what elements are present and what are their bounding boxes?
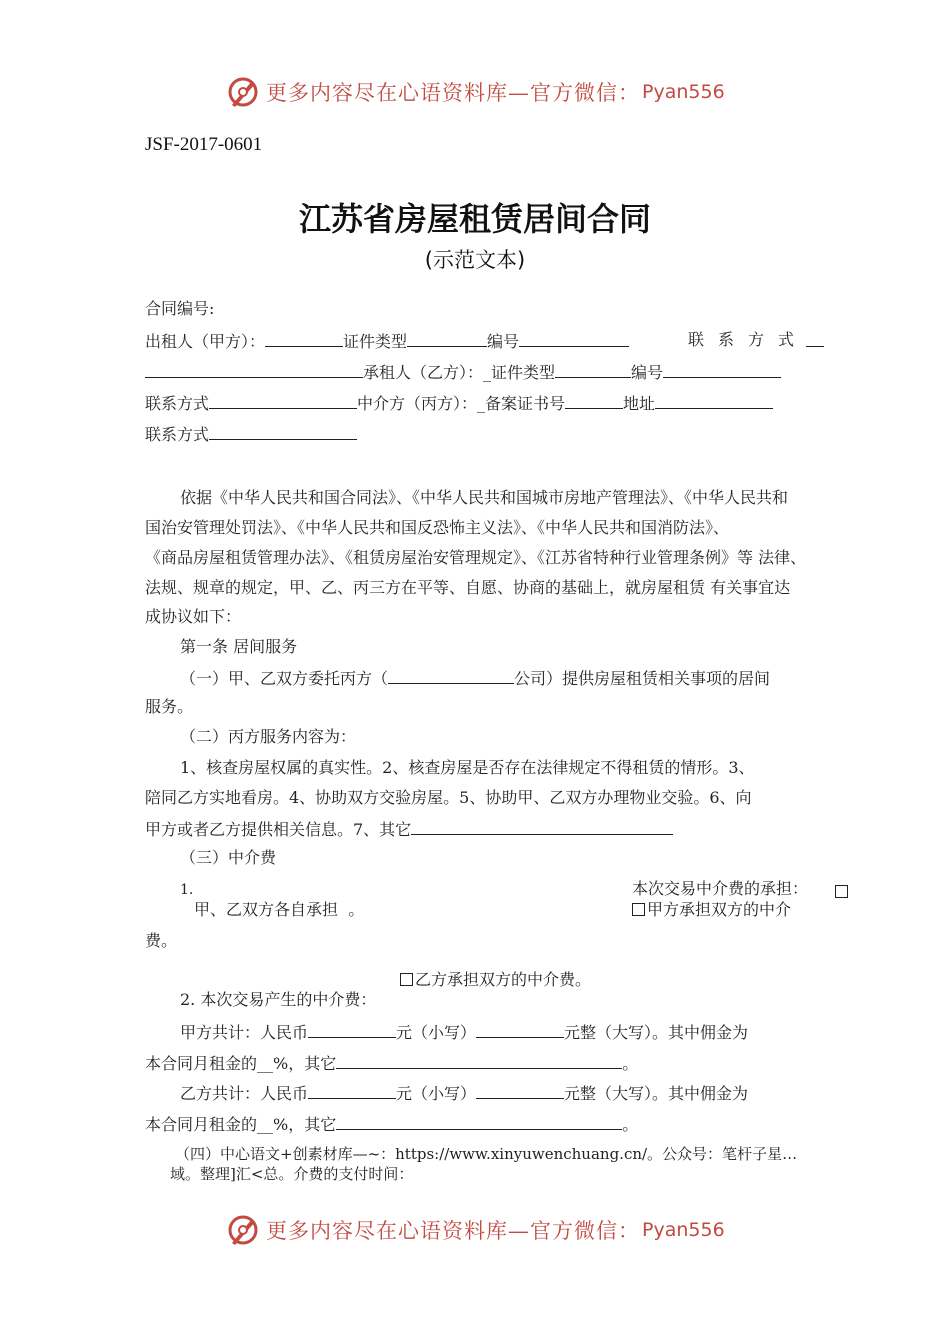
id-type-label: 证件类型 (491, 363, 556, 382)
broker-contact-blank[interactable] (209, 423, 357, 440)
option-b-checkbox[interactable] (400, 973, 413, 986)
page-title: 江苏省房屋租赁居间合同 (298, 200, 651, 238)
contact-label: 联系方式 (145, 425, 210, 444)
broker-address-blank[interactable] (655, 392, 773, 409)
lessee-contact-blank[interactable] (209, 392, 357, 409)
top-banner (226, 72, 725, 112)
option-a-cont: 费。 (145, 931, 178, 950)
pct-label: 本合同月租金的__%，其它 (145, 1115, 337, 1134)
lessor-id-type-blank[interactable] (407, 330, 487, 347)
option-each-checkbox[interactable] (835, 882, 850, 901)
item4-line: （四）中心语文+创素材库—~：https://www.xinyuwenchuang.cn/。公众号：笔杆子星… (175, 1145, 798, 1163)
contact-label: 联系方式 (145, 394, 210, 413)
bottom-banner (226, 1210, 725, 1250)
broker-line (145, 392, 773, 414)
service-content-line: 陪同乙方实地看房。4、协助双方交验房屋。5、协助甲、乙双方办理物业交验。6、向 (145, 788, 752, 807)
fee-bearer-label: 本次交易中介费的承担： (632, 879, 809, 898)
party-a-total-label: 甲方共计：人民币 (180, 1023, 309, 1042)
address-label: 地址 (623, 394, 656, 413)
document-number: JSF-2017-0601 (145, 134, 263, 155)
id-no-label: 编号 (487, 332, 520, 351)
service-content-line (145, 818, 673, 840)
fee-num-2: 2. 本次交易产生的中介费： (180, 990, 377, 1009)
broker-label: 中介方（丙方）：_ (357, 394, 486, 413)
item2-heading: （二）丙方服务内容为： (180, 727, 357, 746)
party-b-total-label: 乙方共计：人民币 (180, 1084, 309, 1103)
lessor-contact-label: 联系方式 (688, 330, 809, 349)
item1-line (180, 667, 770, 689)
id-no-label: 编号 (631, 363, 664, 382)
party-b-pct-line (145, 1113, 638, 1135)
item1-text-a: （一）甲、乙双方委托丙方（ (180, 669, 389, 688)
lessor-id-no-blank[interactable] (519, 330, 629, 347)
lessor-label: 出租人（甲方）： (145, 332, 266, 351)
yuan-big-label: 元整（大写）。其中佣金为 (564, 1023, 749, 1042)
yuan-big-label: 元整（大写）。其中佣金为 (564, 1084, 749, 1103)
service-other-label: 甲方或者乙方提供相关信息。7、其它 (145, 820, 412, 839)
preamble-line: 成协议如下： (145, 607, 242, 626)
party-b-fee-line (180, 1082, 748, 1104)
item3-heading: （三）中介费 (180, 848, 277, 867)
party-b-amount-small-blank[interactable] (308, 1082, 396, 1099)
page-subtitle: (示范文本) (424, 248, 526, 272)
service-other-blank[interactable] (411, 818, 673, 835)
banner-text: 更多内容尽在心语资料库—官方微信： (266, 81, 640, 105)
lessor-name-blank[interactable] (265, 330, 343, 347)
option-b-line (400, 970, 591, 990)
item1-line-cont: 服务。 (145, 697, 194, 716)
banner-text: 更多内容尽在心语资料库—官方微信： (266, 1219, 640, 1243)
preamble-line: 国治安管理处罚法》、《中华人民共和国反恐怖主义法》、《中华人民共和国消防法》、 (145, 518, 730, 537)
party-b-amount-big-blank[interactable] (476, 1082, 564, 1099)
service-content-line: 1、核查房屋权属的真实性。2、核查房屋是否存在法律规定不得租赁的情形。3、 (180, 758, 755, 777)
option-a-line (632, 900, 791, 920)
contract-number-label: 合同编号: (145, 299, 215, 318)
preamble-line: 法规、规章的规定，甲、乙、丙三方在平等、自愿、协商的基础上，就房屋租赁 有关事宜达 (145, 578, 791, 597)
preamble-line: 《商品房屋租赁管理办法》、《租赁房屋治安管理规定》、《江苏省特种行业管理条例》等 法律、 (145, 548, 807, 567)
lessor-contact-blank[interactable] (145, 361, 363, 378)
pen-seal-logo-icon (226, 1213, 260, 1247)
option-each-text (194, 900, 364, 920)
banner-wechat-id: Pyan556 (642, 81, 725, 103)
option-each-label: 甲、乙双方各自承担 (194, 900, 339, 919)
party-b-other-blank[interactable] (336, 1113, 622, 1130)
period: 。 (622, 1115, 639, 1134)
lessee-label: 承租人（乙方）：_ (363, 363, 492, 382)
id-type-label: 证件类型 (343, 332, 408, 351)
item4-line-cont: 域。整理]汇<总。介费的支付时间： (170, 1165, 414, 1183)
period: 。 (622, 1054, 639, 1073)
broker-contact-line (145, 423, 357, 445)
option-a-label: 甲方承担双方的中介 (647, 900, 792, 919)
record-cert-label: 备案证书号 (485, 394, 566, 413)
lessor-line (145, 330, 629, 352)
party-a-amount-big-blank[interactable] (476, 1021, 564, 1038)
pen-seal-logo-icon (226, 75, 260, 109)
option-a-checkbox[interactable] (632, 903, 645, 916)
lessee-line (145, 361, 781, 383)
yuan-small-label: 元（小写） (396, 1084, 477, 1103)
option-each-end: 。 (348, 900, 365, 919)
broker-company-blank[interactable] (388, 667, 514, 684)
preamble-line: 依据《中华人民共和国合同法》、《中华人民共和国城市房地产管理法》、《中华人民共和 (180, 488, 789, 507)
fee-num-1: 1. (180, 882, 194, 898)
option-b-label: 乙方承担双方的中介费。 (415, 970, 592, 989)
party-a-fee-line (180, 1021, 748, 1043)
lessee-id-no-blank[interactable] (663, 361, 781, 378)
item1-text-b: 公司）提供房屋租赁相关事项的居间 (514, 669, 771, 688)
yuan-small-label: 元（小写） (396, 1023, 477, 1042)
article1-heading: 第一条 居间服务 (180, 637, 298, 656)
banner-wechat-id: Pyan556 (642, 1219, 725, 1241)
party-a-pct-line (145, 1052, 638, 1074)
pct-label: 本合同月租金的__%，其它 (145, 1054, 337, 1073)
lessee-id-type-blank[interactable] (555, 361, 631, 378)
party-a-other-blank[interactable] (336, 1052, 622, 1069)
record-cert-blank[interactable] (565, 392, 623, 409)
lessor-contact-blank-start[interactable] (806, 346, 824, 347)
party-a-amount-small-blank[interactable] (308, 1021, 396, 1038)
